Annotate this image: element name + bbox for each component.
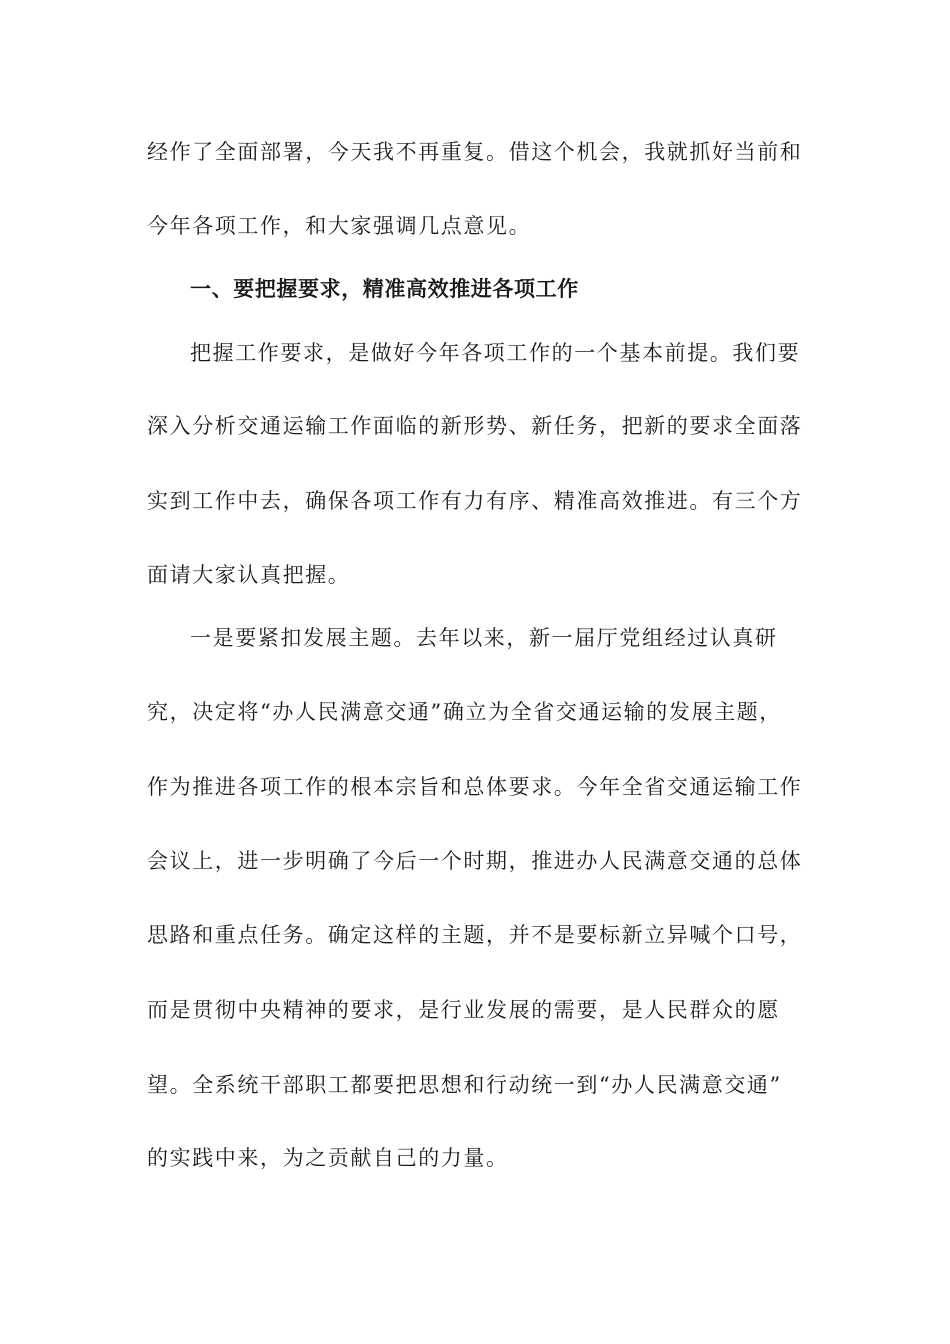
- paragraph-line: 究，决定将“办人民满意交通”确立为全省交通运输的发展主题，: [147, 700, 782, 724]
- section-heading: 一、要把握要求，精准高效推进各项工作: [190, 277, 579, 301]
- paragraph-line: 的实践中来，为之贡献自己的力量。: [147, 1146, 509, 1170]
- paragraph-line: 思路和重点任务。确定这样的主题，并不是要标新立异喊个口号，: [147, 923, 803, 947]
- paragraph-line: 实到工作中去，确保各项工作有力有序、精准高效推进。有三个方: [147, 489, 803, 513]
- paragraph-line: 会议上，进一步明确了今后一个时期，推进办人民满意交通的总体: [147, 849, 803, 873]
- paragraph-line: 经作了全面部署，今天我不再重复。借这个机会，我就抓好当前和: [147, 140, 803, 164]
- paragraph-line: 望。全系统干部职工都要把思想和行动统一到“办人民满意交通”: [147, 1073, 782, 1097]
- paragraph-line: 把握工作要求，是做好今年各项工作的一个基本前提。我们要: [190, 341, 801, 365]
- paragraph-line: 面请大家认真把握。: [147, 563, 351, 587]
- paragraph-line: 今年各项工作，和大家强调几点意见。: [147, 214, 532, 238]
- paragraph-line: 深入分析交通运输工作面临的新形势、新任务，把新的要求全面落: [147, 414, 803, 438]
- paragraph-line: 一是要紧扣发展主题。去年以来，新一届厅党组经过认真研: [190, 626, 778, 650]
- paragraph-line: 而是贯彻中央精神的要求，是行业发展的需要，是人民群众的愿: [147, 998, 780, 1022]
- paragraph-line: 作为推进各项工作的根本宗旨和总体要求。今年全省交通运输工作: [147, 775, 803, 799]
